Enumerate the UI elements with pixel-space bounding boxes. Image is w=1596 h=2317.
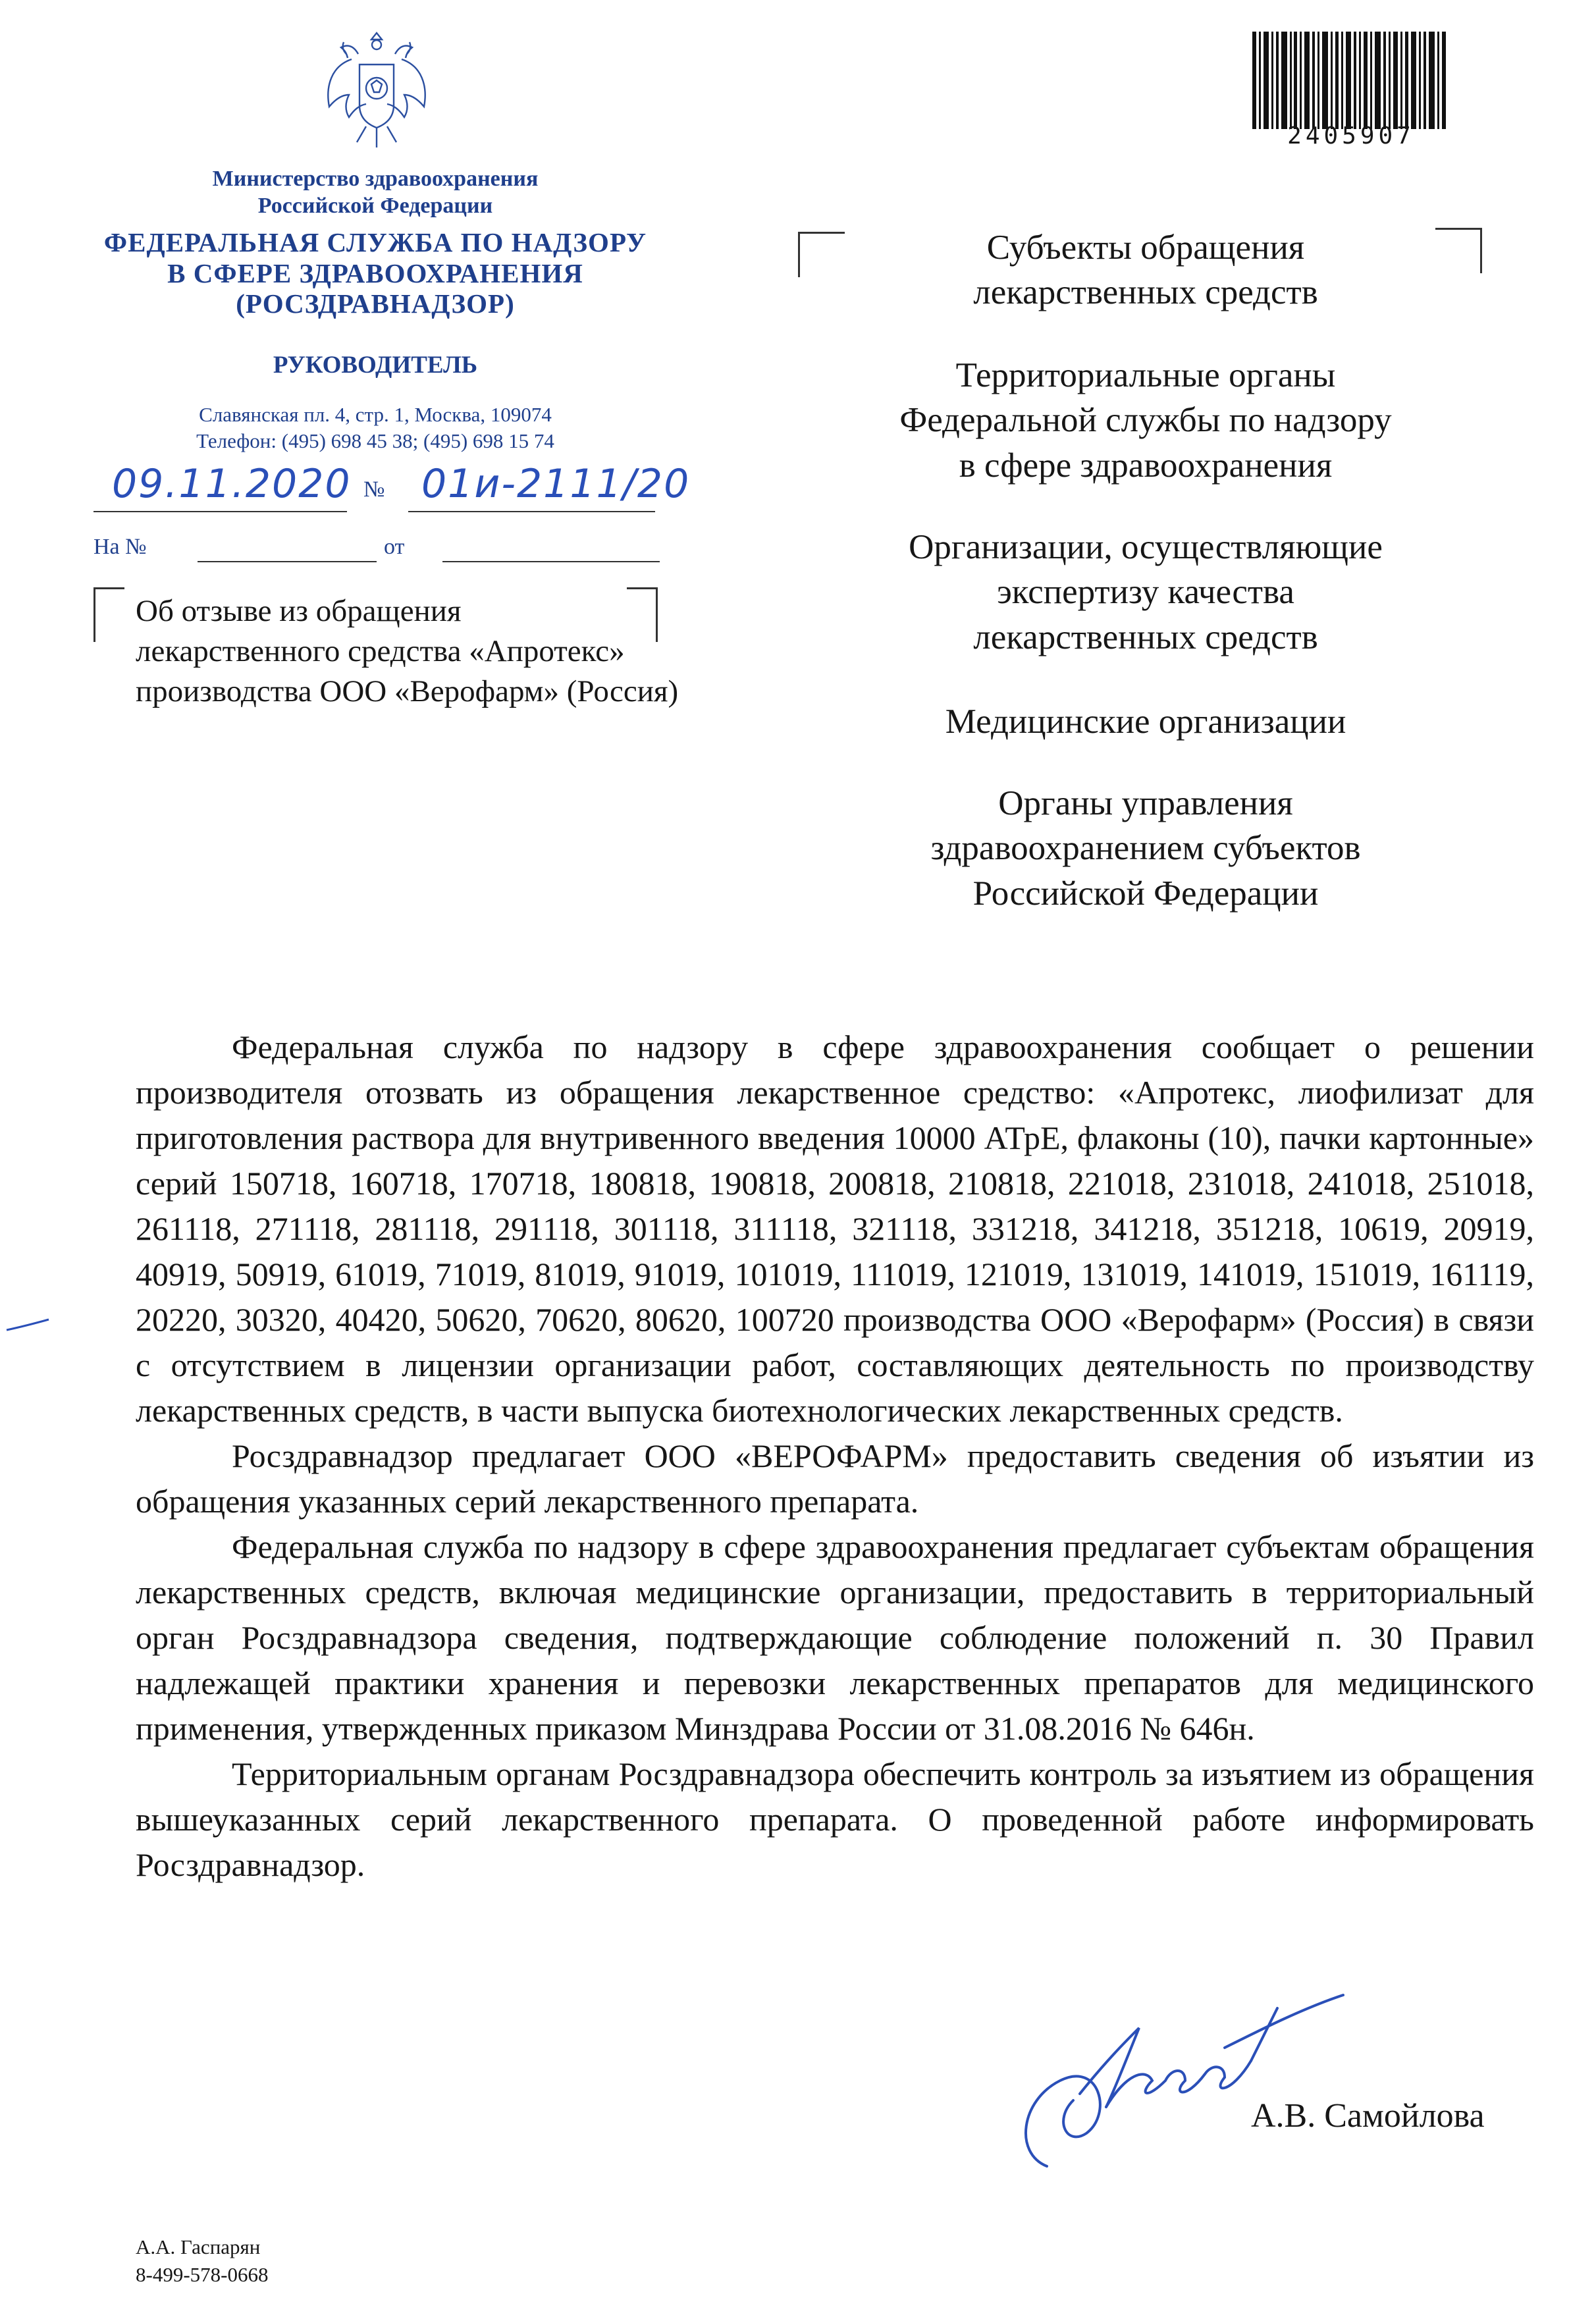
addressee-4 <box>843 699 1449 744</box>
reply-to-line <box>198 561 377 562</box>
body-paragraph-2: Росздравнадзор предлагает ООО «ВЕРОФАРМ» предоставить сведения об изъятии из обращения указанных серий лекарственного препарата. <box>136 1437 1534 1520</box>
number-sign: № <box>363 477 385 502</box>
addressee-1-line-2: лекарственных средств <box>973 273 1318 312</box>
date-underline <box>93 511 347 512</box>
body-paragraph-1: Федеральная служба по надзору в сфере здравоохранения сообщает о решении производителя отозвать из обращения лекарственное средство: «Апротекс, лиофилизат для приготовления раствора для внутривенного введения 10000 АТрЕ, флаконы (10), пачки картонные» серий 150718, 160718, 170718, 180818, 190818, 200818, 210818, 221018, 231018, 241018, 251018, 261118, 271118, 281118, 291118, 301118, 311118, 321118, 331218, 341218, 351218, 10619, 20919, 40919, 50919, 61019, 71019, 81019, 91019, 101019, 111019, 121019, 131019, 141019, 151019, 161119, 20220, 30320, 40420, 50620, 70620, 80620, 100720 производства ООО «Верофарм» (Россия) в связи с отсутствием в лицензии организации работ, составляющих деятельность по производству лекарственных средств, в части выпуска биотехнологических лекарственных средств. <box>136 1028 1534 1429</box>
addressee-3-line-3: лекарственных средств <box>973 618 1318 656</box>
reply-from-label: от <box>384 535 405 559</box>
contact-phone: 8-499-578-0668 <box>136 2262 269 2286</box>
contact-block <box>136 2233 268 2289</box>
address: Славянская пл. 4, стр. 1, Москва, 109074 <box>199 403 552 426</box>
contact-name: А.А. Гаспарян <box>136 2235 261 2258</box>
addressee-2-line-2: Федеральной службы по надзору <box>899 401 1392 440</box>
ministry-name <box>119 166 632 220</box>
addressee-5-line-2: здравоохранением субъектов <box>930 829 1361 868</box>
addressee-4-line-1: Медицинские организации <box>945 703 1346 741</box>
service-line-2: В СФЕРЕ ЗДРАВООХРАНЕНИЯ <box>167 257 583 288</box>
phone: Телефон: (495) 698 45 38; (495) 698 15 74 <box>196 429 554 453</box>
addressee-5-line-1: Органы управления <box>998 784 1293 822</box>
coat-of-arms-icon <box>320 28 433 153</box>
addressee-1 <box>843 225 1449 315</box>
barcode-number: 2405907 <box>1287 122 1415 149</box>
subject-bracket-left <box>93 587 124 642</box>
outgoing-date: 09.11.2020 <box>112 461 352 507</box>
outgoing-number: 01и-2111/20 <box>421 461 691 507</box>
addressee-1-line-1: Субъекты обращения <box>986 228 1305 267</box>
addressee-5 <box>843 781 1449 916</box>
addressee-3 <box>843 525 1449 660</box>
addressee-2 <box>843 353 1449 488</box>
letter-body <box>136 1025 1534 1888</box>
subject-line-3: производства ООО «Верофарм» (Россия) <box>136 674 679 709</box>
handwritten-signature <box>974 1969 1383 2179</box>
addressee-5-line-3: Российской Федерации <box>972 874 1319 913</box>
addressee-2-line-1: Территориальные органы <box>955 356 1336 394</box>
addressee-bracket-left <box>798 232 845 277</box>
ministry-line-2: Российской Федерации <box>257 193 493 218</box>
position-title: РУКОВОДИТЕЛЬ <box>273 352 478 379</box>
number-underline <box>408 511 655 512</box>
reply-from-line <box>442 561 660 562</box>
subject <box>136 591 678 712</box>
subject-line-1: Об отзыве из обращения <box>136 594 462 628</box>
signer-name: А.В. Самойлова <box>1251 2097 1485 2135</box>
service-name <box>66 227 685 319</box>
reply-to-label: На № <box>93 535 147 559</box>
addressee-3-line-1: Организации, осуществляющие <box>909 528 1383 566</box>
body-paragraph-4: Территориальным органам Росздравнадзора обеспечить контроль за изъятием из обращения вышеуказанных серий лекарственного препарата. О проведенной работе информировать Росздравнадзор. <box>136 1755 1534 1883</box>
margin-pen-mark <box>5 1317 51 1333</box>
subject-line-2: лекарственного средства «Апротекс» <box>136 634 625 669</box>
service-line-3: (РОСЗДРАВНАДЗОР) <box>236 288 515 319</box>
body-paragraph-3: Федеральная служба по надзору в сфере здравоохранения предлагает субъектам обращения лекарственных средств, включая медицинские организации, предоставить в территориальный орган Росздравнадзора сведения, подтверждающие соблюдение положений п. 30 Правил надлежащей практики хранения и перевозки лекарственных препаратов для медицинского применения, утвержденных приказом Минздрава России от 31.08.2016 № 646н. <box>136 1528 1534 1747</box>
addressee-3-line-2: экспертизу качества <box>997 573 1294 612</box>
barcode <box>1252 32 1450 129</box>
service-line-1: ФЕДЕРАЛЬНАЯ СЛУЖБА ПО НАДЗОРУ <box>103 227 647 257</box>
ministry-line-1: Министерство здравоохранения <box>212 167 539 191</box>
addressee-2-line-3: в сфере здравоохранения <box>959 446 1333 485</box>
address-block <box>119 402 632 455</box>
